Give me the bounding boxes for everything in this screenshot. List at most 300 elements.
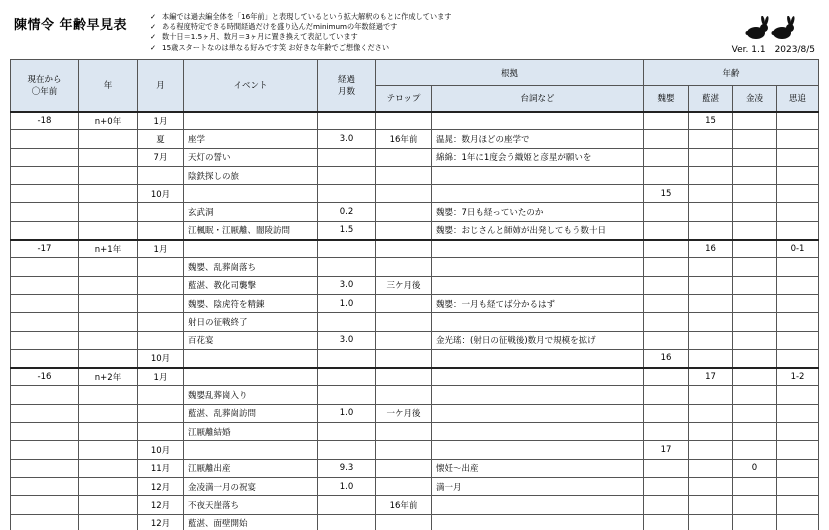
cell-elapsed: 1.5 [318,221,376,239]
cell-ago [11,477,79,495]
cell-quote: 懐妊～出産 [432,459,644,477]
table-row [11,514,819,530]
cell-event [184,349,318,367]
cell-year [79,276,138,294]
cell-ago [11,313,79,331]
cell-age-si [777,166,819,184]
cell-age-jin [733,477,777,495]
cell-elapsed [318,386,376,404]
cell-event: 江厭離出産 [184,459,318,477]
check-icon: ✓ [150,42,157,52]
header-event: イベント [184,60,318,112]
table-row [11,404,819,422]
cell-elapsed: 1.0 [318,477,376,495]
cell-year [79,185,138,203]
cell-ago [11,258,79,276]
cell-age-wei [644,459,689,477]
cell-age-si [777,313,819,331]
cell-telop [376,203,432,221]
cell-year [79,404,138,422]
cell-year [79,258,138,276]
cell-year: n+0年 [79,112,138,130]
cell-ago [11,349,79,367]
cell-age-wei [644,276,689,294]
cell-ago: -17 [11,240,79,258]
table-row [11,423,819,441]
cell-telop [376,441,432,459]
cell-event: 江厭離結婚 [184,423,318,441]
cell-age-jin [733,313,777,331]
cell-quote: 金光瑤：(射日の征戦後)数月で規模を拡げ [432,331,644,349]
cell-event: 江楓眠・江厭離、闇陵訪問 [184,221,318,239]
cell-ago [11,185,79,203]
cell-quote [432,496,644,514]
cell-age-jin [733,276,777,294]
cell-age-wei [644,112,689,130]
cell-age-jin [733,203,777,221]
cell-ago [11,166,79,184]
note-item [150,12,451,22]
note-text: 本編では過去編全体を「16年前」と表現しているという拡大解釈のもとに作成しています [162,12,452,21]
cell-year [79,349,138,367]
header-char-lan: 藍湛 [689,86,733,112]
cell-elapsed [318,368,376,386]
cell-age-jin [733,294,777,312]
cell-year [79,148,138,166]
cell-age-wei [644,166,689,184]
cell-event: 射日の征戦終了 [184,313,318,331]
cell-age-si [777,185,819,203]
cell-quote [432,185,644,203]
cell-age-wei [644,258,689,276]
cell-elapsed [318,496,376,514]
cell-month [138,221,184,239]
cell-elapsed [318,423,376,441]
cell-event: 藍湛、教化司襲撃 [184,276,318,294]
cell-month: 1月 [138,368,184,386]
notes-list [150,12,451,53]
cell-age-lan [689,221,733,239]
cell-age-lan [689,496,733,514]
cell-elapsed [318,185,376,203]
cell-age-lan [689,477,733,495]
cell-age-jin [733,386,777,404]
cell-month: 12月 [138,514,184,530]
cell-month: 11月 [138,459,184,477]
cell-month: 1月 [138,112,184,130]
cell-age-si [777,294,819,312]
cell-age-lan [689,423,733,441]
cell-year [79,459,138,477]
cell-elapsed: 0.2 [318,203,376,221]
table-row [11,166,819,184]
cell-quote: 温晁：数月ほどの座学で [432,130,644,148]
age-table [10,59,819,530]
cell-telop [376,185,432,203]
cell-age-lan [689,459,733,477]
cell-age-wei [644,294,689,312]
cell-ago [11,459,79,477]
cell-age-si [777,423,819,441]
cell-age-si [777,496,819,514]
cell-age-wei [644,313,689,331]
cell-age-lan: 17 [689,368,733,386]
cell-quote [432,368,644,386]
cell-age-wei [644,423,689,441]
cell-age-lan [689,166,733,184]
cell-age-lan [689,331,733,349]
cell-telop: 16年前 [376,496,432,514]
cell-age-jin [733,349,777,367]
table-row [11,258,819,276]
cell-telop: 16年前 [376,130,432,148]
cell-age-si [777,276,819,294]
table-row [11,368,819,386]
note-text: 15歳スタートなのは単なる好みです笑 お好きな年齢でご想像ください [162,42,390,52]
cell-month: 10月 [138,349,184,367]
cell-month [138,166,184,184]
cell-elapsed [318,441,376,459]
cell-month [138,313,184,331]
cell-elapsed [318,166,376,184]
cell-event: 不夜天崖落ち [184,496,318,514]
cell-event: 百花宴 [184,331,318,349]
cell-year [79,331,138,349]
header-month: 月 [138,60,184,112]
cell-telop [376,112,432,130]
table-row [11,441,819,459]
cell-age-jin [733,514,777,530]
cell-month [138,258,184,276]
header-quote: 台詞など [432,86,644,112]
cell-telop [376,514,432,530]
cell-age-wei [644,496,689,514]
header-char-si: 思追 [777,86,819,112]
cell-age-si [777,514,819,530]
cell-year: n+1年 [79,240,138,258]
cell-elapsed [318,349,376,367]
cell-age-lan [689,349,733,367]
cell-ago [11,496,79,514]
cell-year [79,221,138,239]
cell-elapsed: 9.3 [318,459,376,477]
cell-age-lan [689,386,733,404]
cell-age-wei [644,368,689,386]
table-row [11,313,819,331]
header-year: 年 [79,60,138,112]
cell-age-si: 0-1 [777,240,819,258]
cell-month [138,276,184,294]
cell-telop [376,294,432,312]
cell-elapsed: 1.0 [318,294,376,312]
cell-ago [11,331,79,349]
table-row [11,294,819,312]
table-row [11,459,819,477]
header-ago: 現在から 〇年前 [11,60,79,112]
cell-age-lan [689,130,733,148]
cell-event: 座学 [184,130,318,148]
cell-year [79,313,138,331]
cell-elapsed [318,148,376,166]
cell-ago [11,441,79,459]
cell-age-jin [733,423,777,441]
cell-event: 玄武洞 [184,203,318,221]
cell-age-lan [689,258,733,276]
cell-month: 10月 [138,441,184,459]
cell-elapsed: 3.0 [318,276,376,294]
header-char-jin: 金凌 [733,86,777,112]
note-item [150,32,451,42]
cell-age-jin [733,496,777,514]
cell-age-lan [689,203,733,221]
cell-telop [376,148,432,166]
cell-age-jin [733,404,777,422]
cell-age-jin [733,148,777,166]
cell-age-si [777,386,819,404]
cell-age-si: 1-2 [777,368,819,386]
cell-year [79,496,138,514]
cell-quote [432,514,644,530]
cell-age-si [777,331,819,349]
cell-year [79,203,138,221]
cell-quote [432,404,644,422]
cell-age-wei [644,240,689,258]
cell-year [79,166,138,184]
cell-elapsed [318,112,376,130]
cell-age-lan: 15 [689,112,733,130]
cell-telop [376,386,432,404]
cell-ago [11,294,79,312]
cell-age-jin [733,185,777,203]
cell-age-wei [644,148,689,166]
cell-quote [432,112,644,130]
header-age: 年齢 [644,60,819,86]
cell-age-jin [733,240,777,258]
cell-telop [376,166,432,184]
cell-ago [11,386,79,404]
cell-age-jin [733,331,777,349]
table-row [11,240,819,258]
table-row [11,477,819,495]
cell-month [138,386,184,404]
cell-age-lan [689,276,733,294]
cell-year [79,441,138,459]
cell-event [184,185,318,203]
cell-quote [432,258,644,276]
cell-ago [11,203,79,221]
cell-age-wei: 17 [644,441,689,459]
cell-quote [432,441,644,459]
cell-month [138,294,184,312]
rabbits-logo-icon [742,16,800,40]
cell-age-wei [644,477,689,495]
cell-age-si [777,203,819,221]
cell-month [138,423,184,441]
check-icon: ✓ [150,12,157,21]
cell-age-si [777,459,819,477]
cell-telop: 三ケ月後 [376,276,432,294]
header-elapsed: 経過 月数 [318,60,376,112]
page-title: 陳情令 年齢早見表 [14,18,128,33]
cell-quote [432,386,644,404]
cell-age-jin [733,368,777,386]
table-row [11,185,819,203]
table-row [11,496,819,514]
cell-event [184,112,318,130]
cell-year [79,386,138,404]
cell-ago [11,148,79,166]
cell-month [138,404,184,422]
cell-ago [11,514,79,530]
cell-month [138,203,184,221]
cell-telop: 一ケ月後 [376,404,432,422]
cell-age-si [777,258,819,276]
cell-age-jin [733,441,777,459]
cell-age-si [777,404,819,422]
cell-telop [376,368,432,386]
cell-quote [432,349,644,367]
cell-month [138,331,184,349]
note-item [150,43,451,53]
cell-event: 藍湛、乱葬崗訪問 [184,404,318,422]
cell-age-jin [733,258,777,276]
cell-elapsed: 3.0 [318,130,376,148]
cell-age-lan [689,294,733,312]
cell-telop [376,477,432,495]
cell-age-jin [733,221,777,239]
cell-month: 7月 [138,148,184,166]
cell-age-lan [689,441,733,459]
cell-quote [432,313,644,331]
cell-event: 魏嬰、乱葬崗落ち [184,258,318,276]
cell-year [79,514,138,530]
check-icon: ✓ [150,32,157,42]
cell-age-wei: 16 [644,349,689,367]
cell-age-jin [733,166,777,184]
table-row [11,331,819,349]
cell-age-wei [644,386,689,404]
note-text: ある程度特定できる時間経過だけを盛り込んだminimumの年数経過です [162,22,398,32]
cell-year [79,477,138,495]
cell-elapsed [318,258,376,276]
cell-age-lan [689,514,733,530]
cell-year: n+2年 [79,368,138,386]
cell-ago [11,221,79,239]
cell-quote: 綿綿：1年に1度会う織姫と彦星が願いを [432,148,644,166]
check-icon: ✓ [150,22,157,32]
cell-quote [432,240,644,258]
cell-ago: -16 [11,368,79,386]
cell-telop [376,221,432,239]
table-row [11,276,819,294]
version-label: Ver. 1.1 2023/8/5 [731,45,815,55]
cell-event [184,441,318,459]
cell-month: 10月 [138,185,184,203]
cell-telop [376,258,432,276]
cell-age-wei [644,331,689,349]
table-row [11,221,819,239]
table-row [11,386,819,404]
cell-age-wei [644,514,689,530]
cell-age-si [777,221,819,239]
cell-age-wei [644,203,689,221]
cell-event [184,240,318,258]
note-item [150,22,451,32]
cell-year [79,130,138,148]
cell-quote [432,276,644,294]
cell-age-si [777,441,819,459]
table-row [11,112,819,130]
cell-age-lan: 16 [689,240,733,258]
cell-age-lan [689,404,733,422]
table-row [11,349,819,367]
cell-age-si [777,130,819,148]
cell-quote: 魏嬰：一月も経てば分かるはず [432,294,644,312]
cell-event: 金凌満一月の祝宴 [184,477,318,495]
cell-age-si [777,477,819,495]
cell-month: 12月 [138,496,184,514]
cell-elapsed [318,313,376,331]
cell-telop [376,240,432,258]
cell-event: 陰鉄探しの旅 [184,166,318,184]
cell-quote [432,166,644,184]
cell-age-si [777,148,819,166]
cell-quote: 魏嬰：7日も経っていたのか [432,203,644,221]
cell-event: 魏嬰乱葬崗入り [184,386,318,404]
table-row [11,130,819,148]
cell-elapsed: 1.0 [318,404,376,422]
cell-elapsed [318,514,376,530]
table-row [11,203,819,221]
cell-event: 魏嬰、陰虎符を精錬 [184,294,318,312]
cell-age-lan [689,185,733,203]
header-char-wei: 魏嬰 [644,86,689,112]
cell-elapsed [318,240,376,258]
cell-ago [11,276,79,294]
cell-age-wei [644,130,689,148]
header-basis: 根拠 [376,60,644,86]
cell-age-jin [733,112,777,130]
cell-telop [376,313,432,331]
note-text: 数十日＝1.5ヶ月、数月＝3ヶ月に置き換えて表記しています [162,32,358,42]
cell-month: 夏 [138,130,184,148]
table-row [11,148,819,166]
header-telop: テロップ [376,86,432,112]
cell-ago [11,404,79,422]
table-body [11,112,819,530]
cell-ago [11,423,79,441]
cell-age-jin: 0 [733,459,777,477]
cell-age-lan [689,313,733,331]
cell-year [79,423,138,441]
cell-age-wei: 15 [644,185,689,203]
cell-telop [376,331,432,349]
cell-quote: 魏嬰：おじさんと師姉が出発してもう数十日 [432,221,644,239]
cell-ago [11,130,79,148]
cell-quote [432,423,644,441]
cell-month: 1月 [138,240,184,258]
cell-age-wei [644,404,689,422]
cell-telop [376,349,432,367]
cell-year [79,294,138,312]
cell-event [184,368,318,386]
cell-age-wei [644,221,689,239]
cell-event: 天灯の誓い [184,148,318,166]
cell-age-si [777,112,819,130]
cell-age-si [777,349,819,367]
cell-elapsed: 3.0 [318,331,376,349]
cell-age-jin [733,130,777,148]
